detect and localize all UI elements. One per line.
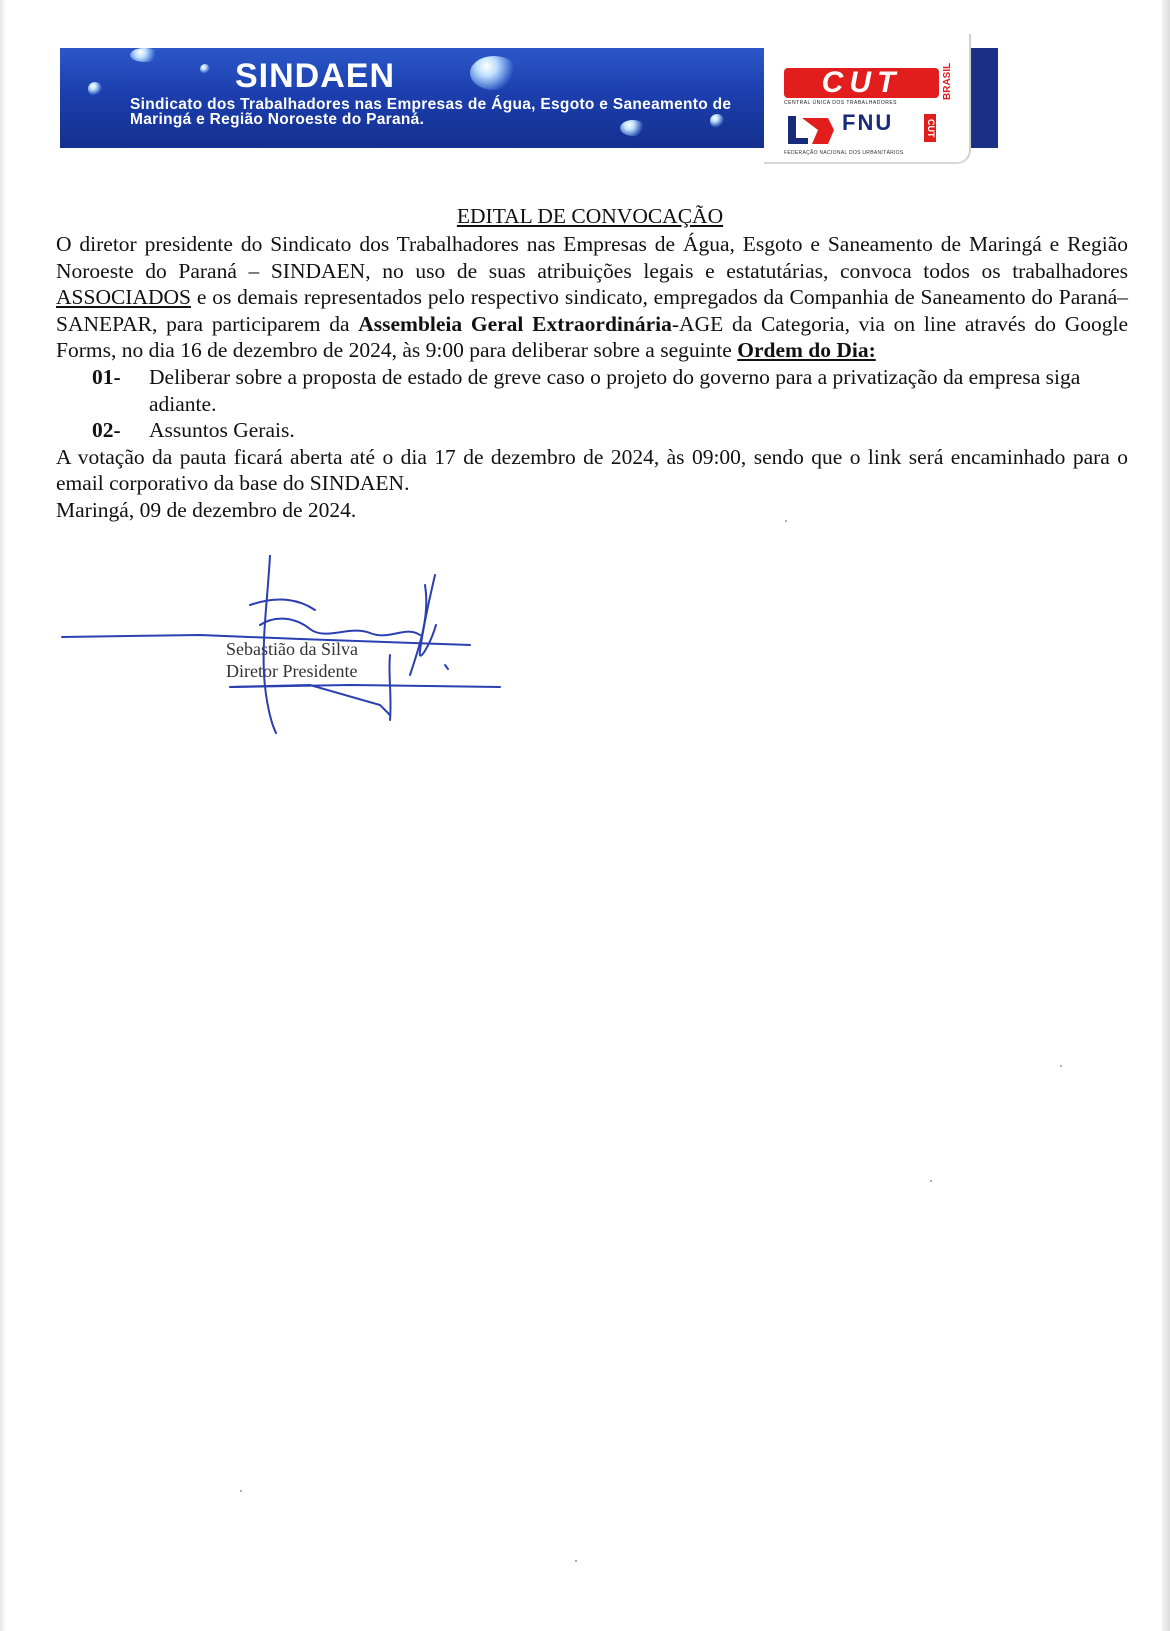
fnu-subtitle: FEDERAÇÃO NACIONAL DOS URBANITÁRIOS [784, 150, 904, 156]
associados-text: ASSOCIADOS [56, 285, 192, 310]
water-bubble-icon [88, 82, 102, 96]
scan-speck [575, 1560, 577, 1562]
fnu-cut-tag: CUT [924, 114, 936, 142]
agenda-item [56, 417, 1128, 444]
intro-text-3: -AGE da Categoria, via on line através do Google Forms, no dia 16 de dezembro de 2024, às 9:00 para deliberar sobre a seguinte [56, 311, 1129, 363]
voting-note: A votação da pauta ficará aberta até o dia 17 de dezembro de 2024, às 09:00, sendo que o link será encaminhado para o email corporativo da base do SINDAEN. [56, 444, 1128, 496]
scan-speck [240, 1490, 242, 1492]
scan-speck [785, 520, 787, 522]
intro-paragraph [56, 231, 1128, 364]
signatory-name: Sebastião da Silva [226, 639, 358, 659]
water-bubble-icon [130, 48, 160, 62]
water-drop-icon [470, 56, 518, 90]
agenda-item-text: Deliberar sobre a proposta de estado de greve caso o projeto do governo para a privatização da empresa siga adiante. [149, 364, 1081, 416]
place-date: Maringá, 09 de dezembro de 2024. [56, 497, 357, 522]
signatory-role: Diretor Presidente [226, 661, 358, 681]
agenda-item-number: 02- [92, 418, 121, 443]
intro-text-2: e os demais representados pelo respectivo sindicato, empregados da Companhia de Saneamento do Paraná–SANEPAR, para participarem da [56, 285, 1128, 336]
sindaen-banner [60, 48, 764, 148]
banner-end-strip [968, 48, 998, 148]
agenda-item-number: 01- [92, 364, 121, 389]
cut-logo: CUT [784, 68, 939, 98]
scan-speck [1060, 1065, 1062, 1067]
partner-logos [764, 34, 971, 164]
intro-text-1: O diretor presidente do Sindicato dos Trabalhadores nas Empresas de Água, Esgoto e Saneamento de Maringá e Região Noroeste do Paraná – SINDAEN, no uso de suas atribuições legais e estatutárias, convoca todos os trabalhadores [56, 232, 1128, 283]
assembleia-text: Assembleia Geral Extraordinária [358, 311, 672, 336]
agenda-item [56, 364, 1128, 417]
union-subtitle: Sindicato dos Trabalhadores nas Empresas de Água, Esgoto e Saneamento de Maringá e Região Noroeste do Paraná. [130, 96, 732, 128]
page-edge-right [1162, 0, 1170, 1631]
cut-country-label: BRASIL [942, 62, 953, 100]
water-bubble-icon [200, 64, 210, 74]
scan-speck [930, 1180, 932, 1182]
cut-subtitle: CENTRAL ÚNICA DOS TRABALHADORES [784, 100, 898, 106]
agenda-label: Ordem do Dia: [737, 338, 876, 363]
fnu-mark-icon [788, 114, 834, 146]
document-body [56, 231, 1128, 524]
document-title: EDITAL DE CONVOCAÇÃO [456, 204, 724, 228]
fnu-logo: FNU [842, 110, 894, 135]
union-name: SINDAEN [235, 57, 396, 95]
handwritten-signature [50, 555, 520, 765]
agenda-item-text: Assuntos Gerais. [149, 418, 295, 443]
page-edge-left [0, 0, 6, 1631]
